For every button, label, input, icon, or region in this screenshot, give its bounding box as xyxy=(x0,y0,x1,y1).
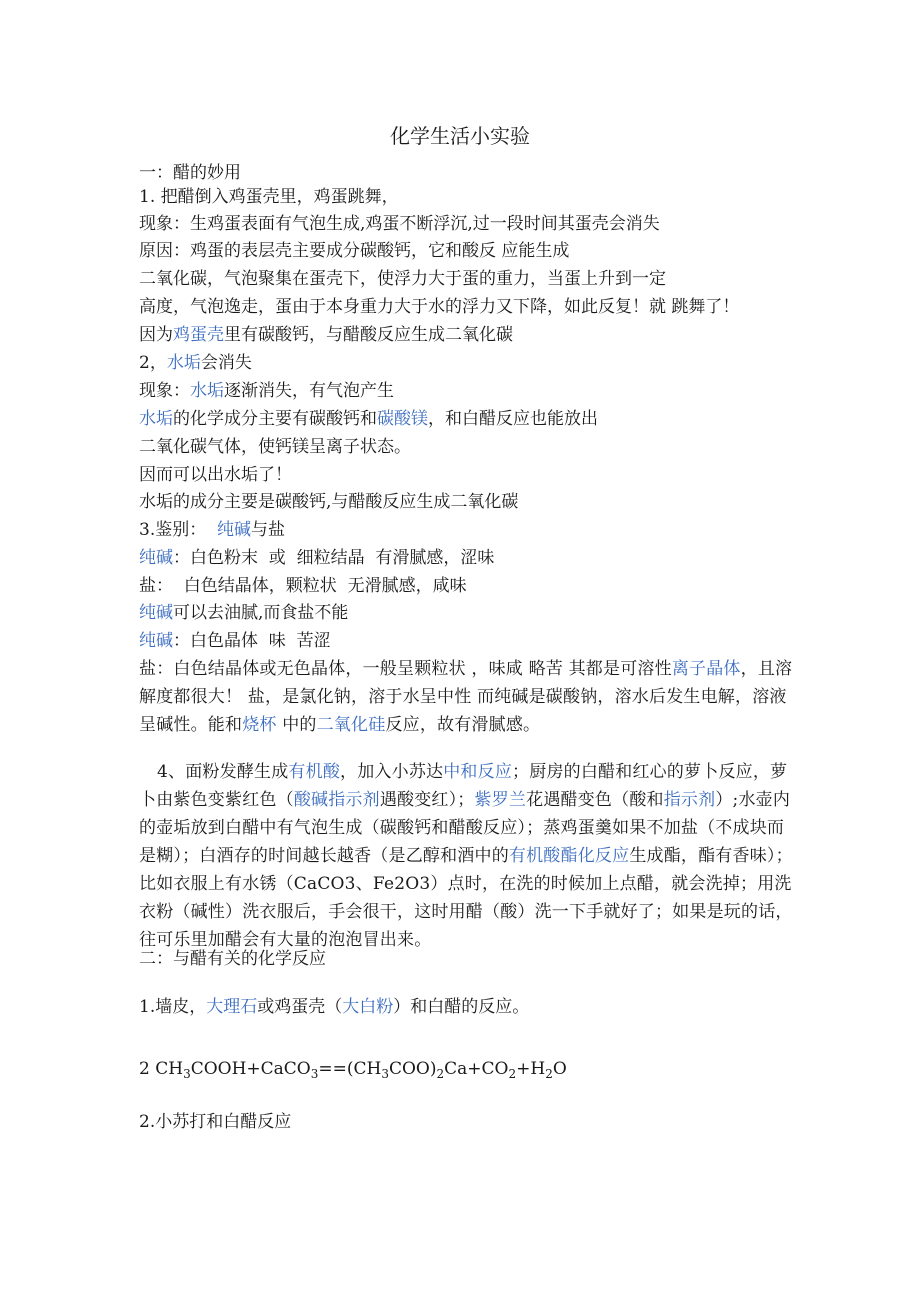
ionic-crystal-link[interactable]: 离子晶体 xyxy=(671,659,741,679)
reason1-line1: 原因：鸡蛋的表层壳主要成分碳酸钙，它和酸反 应能生成 xyxy=(139,241,570,261)
neutralization-link[interactable]: 中和反应 xyxy=(443,762,513,782)
item4-paragraph xyxy=(139,758,799,954)
salt-paragraph xyxy=(139,655,799,739)
formula-subscript: 3 xyxy=(183,1067,191,1081)
chalk-powder-link[interactable]: 大白粉 xyxy=(342,997,394,1017)
item2-number: 2， xyxy=(139,353,167,373)
formula-subscript: 3 xyxy=(310,1067,319,1081)
formula-subscript: 2 xyxy=(508,1067,517,1081)
s2-item1-text: 1.墙皮， xyxy=(139,997,207,1017)
soda-line1-text: ：白色粉末 或 细粒结晶 有滑腻感，涩味 xyxy=(173,548,495,568)
item4-text: ；厨房的白醋和红心的萝卜反应，萝卜由紫色变紫红色（ xyxy=(139,762,788,810)
formula-subscript: 3 xyxy=(381,1067,389,1081)
scale-mid-text: 的化学成分主要有碳酸钙和 xyxy=(173,409,377,429)
salt-line1: 盐： 白色结晶体，颗粒状 无滑腻感，咸味 xyxy=(139,576,467,596)
item4-text: 4、面粉发酵生成 xyxy=(157,762,289,782)
salt-para-text: 反应，故有滑腻感。 xyxy=(385,715,541,735)
formula-part: O xyxy=(552,1059,567,1079)
scale-composition xyxy=(139,406,598,432)
formula-part: COO) xyxy=(388,1059,437,1079)
salt-para-text: 盐：白色结晶体或无色晶体，一般呈颗粒状 ，味咸 略苦 其都是可溶性 xyxy=(139,659,672,679)
item3-heading xyxy=(139,517,285,543)
indicator-link[interactable]: 酸碱指示剂 xyxy=(293,790,380,810)
because1-line xyxy=(139,322,513,348)
indicator-short-link[interactable]: 指示剂 xyxy=(663,790,716,810)
soda-line2 xyxy=(139,600,348,626)
esterification-link[interactable]: 有机酸酯化反应 xyxy=(508,846,630,866)
marble-link[interactable]: 大理石 xyxy=(206,997,258,1017)
formula-part: 2 CH xyxy=(139,1059,184,1079)
phenomenon1: 现象：生鸡蛋表面有气泡生成,鸡蛋不断浮沉,过一段时间其蛋壳会消失 xyxy=(139,214,660,234)
item2-text: 会消失 xyxy=(200,353,252,373)
soda-line3 xyxy=(139,628,331,654)
formula-part: +H xyxy=(516,1059,546,1079)
phenomenon2 xyxy=(139,378,394,404)
soda-link[interactable]: 纯碱 xyxy=(139,548,173,568)
soda-link[interactable]: 纯碱 xyxy=(217,520,252,540)
soda-link[interactable]: 纯碱 xyxy=(139,631,173,651)
scale-line3: 因而可以出水垢了！ xyxy=(139,465,292,485)
item4-text: ）;水壶内的壶垢放到白醋中有气泡生成（碳酸钙和醋酸反应）；蒸鸡蛋羹如果不加盐（不成块而是糊）；白酒存的时间越长越香（是乙醇和酒中的 xyxy=(139,790,791,866)
reason1-line3: 高度，气泡逸走，蛋由于本身重力大于水的浮力又下降，如此反复！就 跳舞了！ xyxy=(139,297,740,317)
item1-heading: 1. 把醋倒入鸡蛋壳里，鸡蛋跳舞， xyxy=(139,187,399,207)
formula-part: COOH+CaCO xyxy=(190,1059,311,1079)
item2-heading xyxy=(139,350,252,376)
beaker-link[interactable]: 烧杯 xyxy=(242,715,277,735)
document-title: 化学生活小实验 xyxy=(390,124,530,148)
salt-para-text: ，且溶解度都很大！ 盐，是氯化钠，溶于水呈中性 而纯碱是碳酸钠，溶水后发生电解，溶液呈碱性。能和 xyxy=(139,659,793,735)
formula-subscript: 2 xyxy=(436,1067,445,1081)
scale-link[interactable]: 水垢 xyxy=(139,409,173,429)
section1-heading: 一：醋的妙用 xyxy=(139,163,241,183)
s2-item1-text: ）和白醋的反应。 xyxy=(393,997,530,1017)
soda-line2-text: 可以去油腻,而食盐不能 xyxy=(173,603,349,623)
formula-subscript: 2 xyxy=(545,1067,553,1081)
eggshell-link[interactable]: 鸡蛋壳 xyxy=(173,325,224,345)
scale-link[interactable]: 水垢 xyxy=(166,353,201,373)
section2-item2: 2.小苏打和白醋反应 xyxy=(139,1112,292,1132)
salt-para-text: 中的 xyxy=(276,715,317,735)
phenomenon2-text: 逐渐消失，有气泡产生 xyxy=(224,381,394,401)
s2-item1-text: 或鸡蛋壳（ xyxy=(257,997,343,1017)
scale-line2: 二氧化碳气体，使钙镁呈离子状态。 xyxy=(139,437,411,457)
scale-link[interactable]: 水垢 xyxy=(190,381,224,401)
item3-label: 3.鉴别： xyxy=(139,520,218,540)
scale-post-text: ，和白醋反应也能放出 xyxy=(428,409,598,429)
because1-post: 里有碳酸钙，与醋酸反应生成二氧化碳 xyxy=(224,325,513,345)
section2-item1 xyxy=(139,994,529,1020)
item4-text: 花遇醋变色（酸和 xyxy=(526,790,664,810)
violet-link[interactable]: 紫罗兰 xyxy=(474,790,527,810)
soda-link[interactable]: 纯碱 xyxy=(139,603,173,623)
item4-text: ，加入小苏达 xyxy=(340,762,444,782)
soda-line3-text: ：白色晶体 味 苦涩 xyxy=(173,631,331,651)
organic-acid-link[interactable]: 有机酸 xyxy=(288,762,341,782)
item4-text: 遇酸变红）； xyxy=(379,790,475,810)
section2-heading: 二：与醋有关的化学反应 xyxy=(139,949,326,969)
formula-part: Ca+CO xyxy=(444,1059,509,1079)
scale-line4: 水垢的成分主要是碳酸钙,与醋酸反应生成二氧化碳 xyxy=(139,492,519,512)
item4-text: 生成酯，酯有香味）；比如衣服上有水锈（CaCO3、Fe2O3）点时，在洗的时候加上点醋，就会洗掉；用洗衣粉（碱性）洗衣服后，手会很干，这时用醋（酸）洗一下手就好了；如果是玩的话，往可乐里加醋会有大量的泡泡冒出来。 xyxy=(139,846,793,950)
reason1-line2: 二氧化碳，气泡聚集在蛋壳下，使浮力大于蛋的重力，当蛋上升到一定 xyxy=(139,269,666,289)
because1-pre: 因为 xyxy=(139,325,173,345)
silicon-dioxide-link[interactable]: 二氧化硅 xyxy=(316,715,386,735)
magnesium-carbonate-link[interactable]: 碳酸镁 xyxy=(377,409,428,429)
reaction-formula xyxy=(139,1057,567,1081)
formula-part: ==(CH xyxy=(318,1059,382,1079)
soda-line1 xyxy=(139,545,494,571)
item3-text: 与盐 xyxy=(251,520,286,540)
phenomenon2-label: 现象： xyxy=(139,381,190,401)
